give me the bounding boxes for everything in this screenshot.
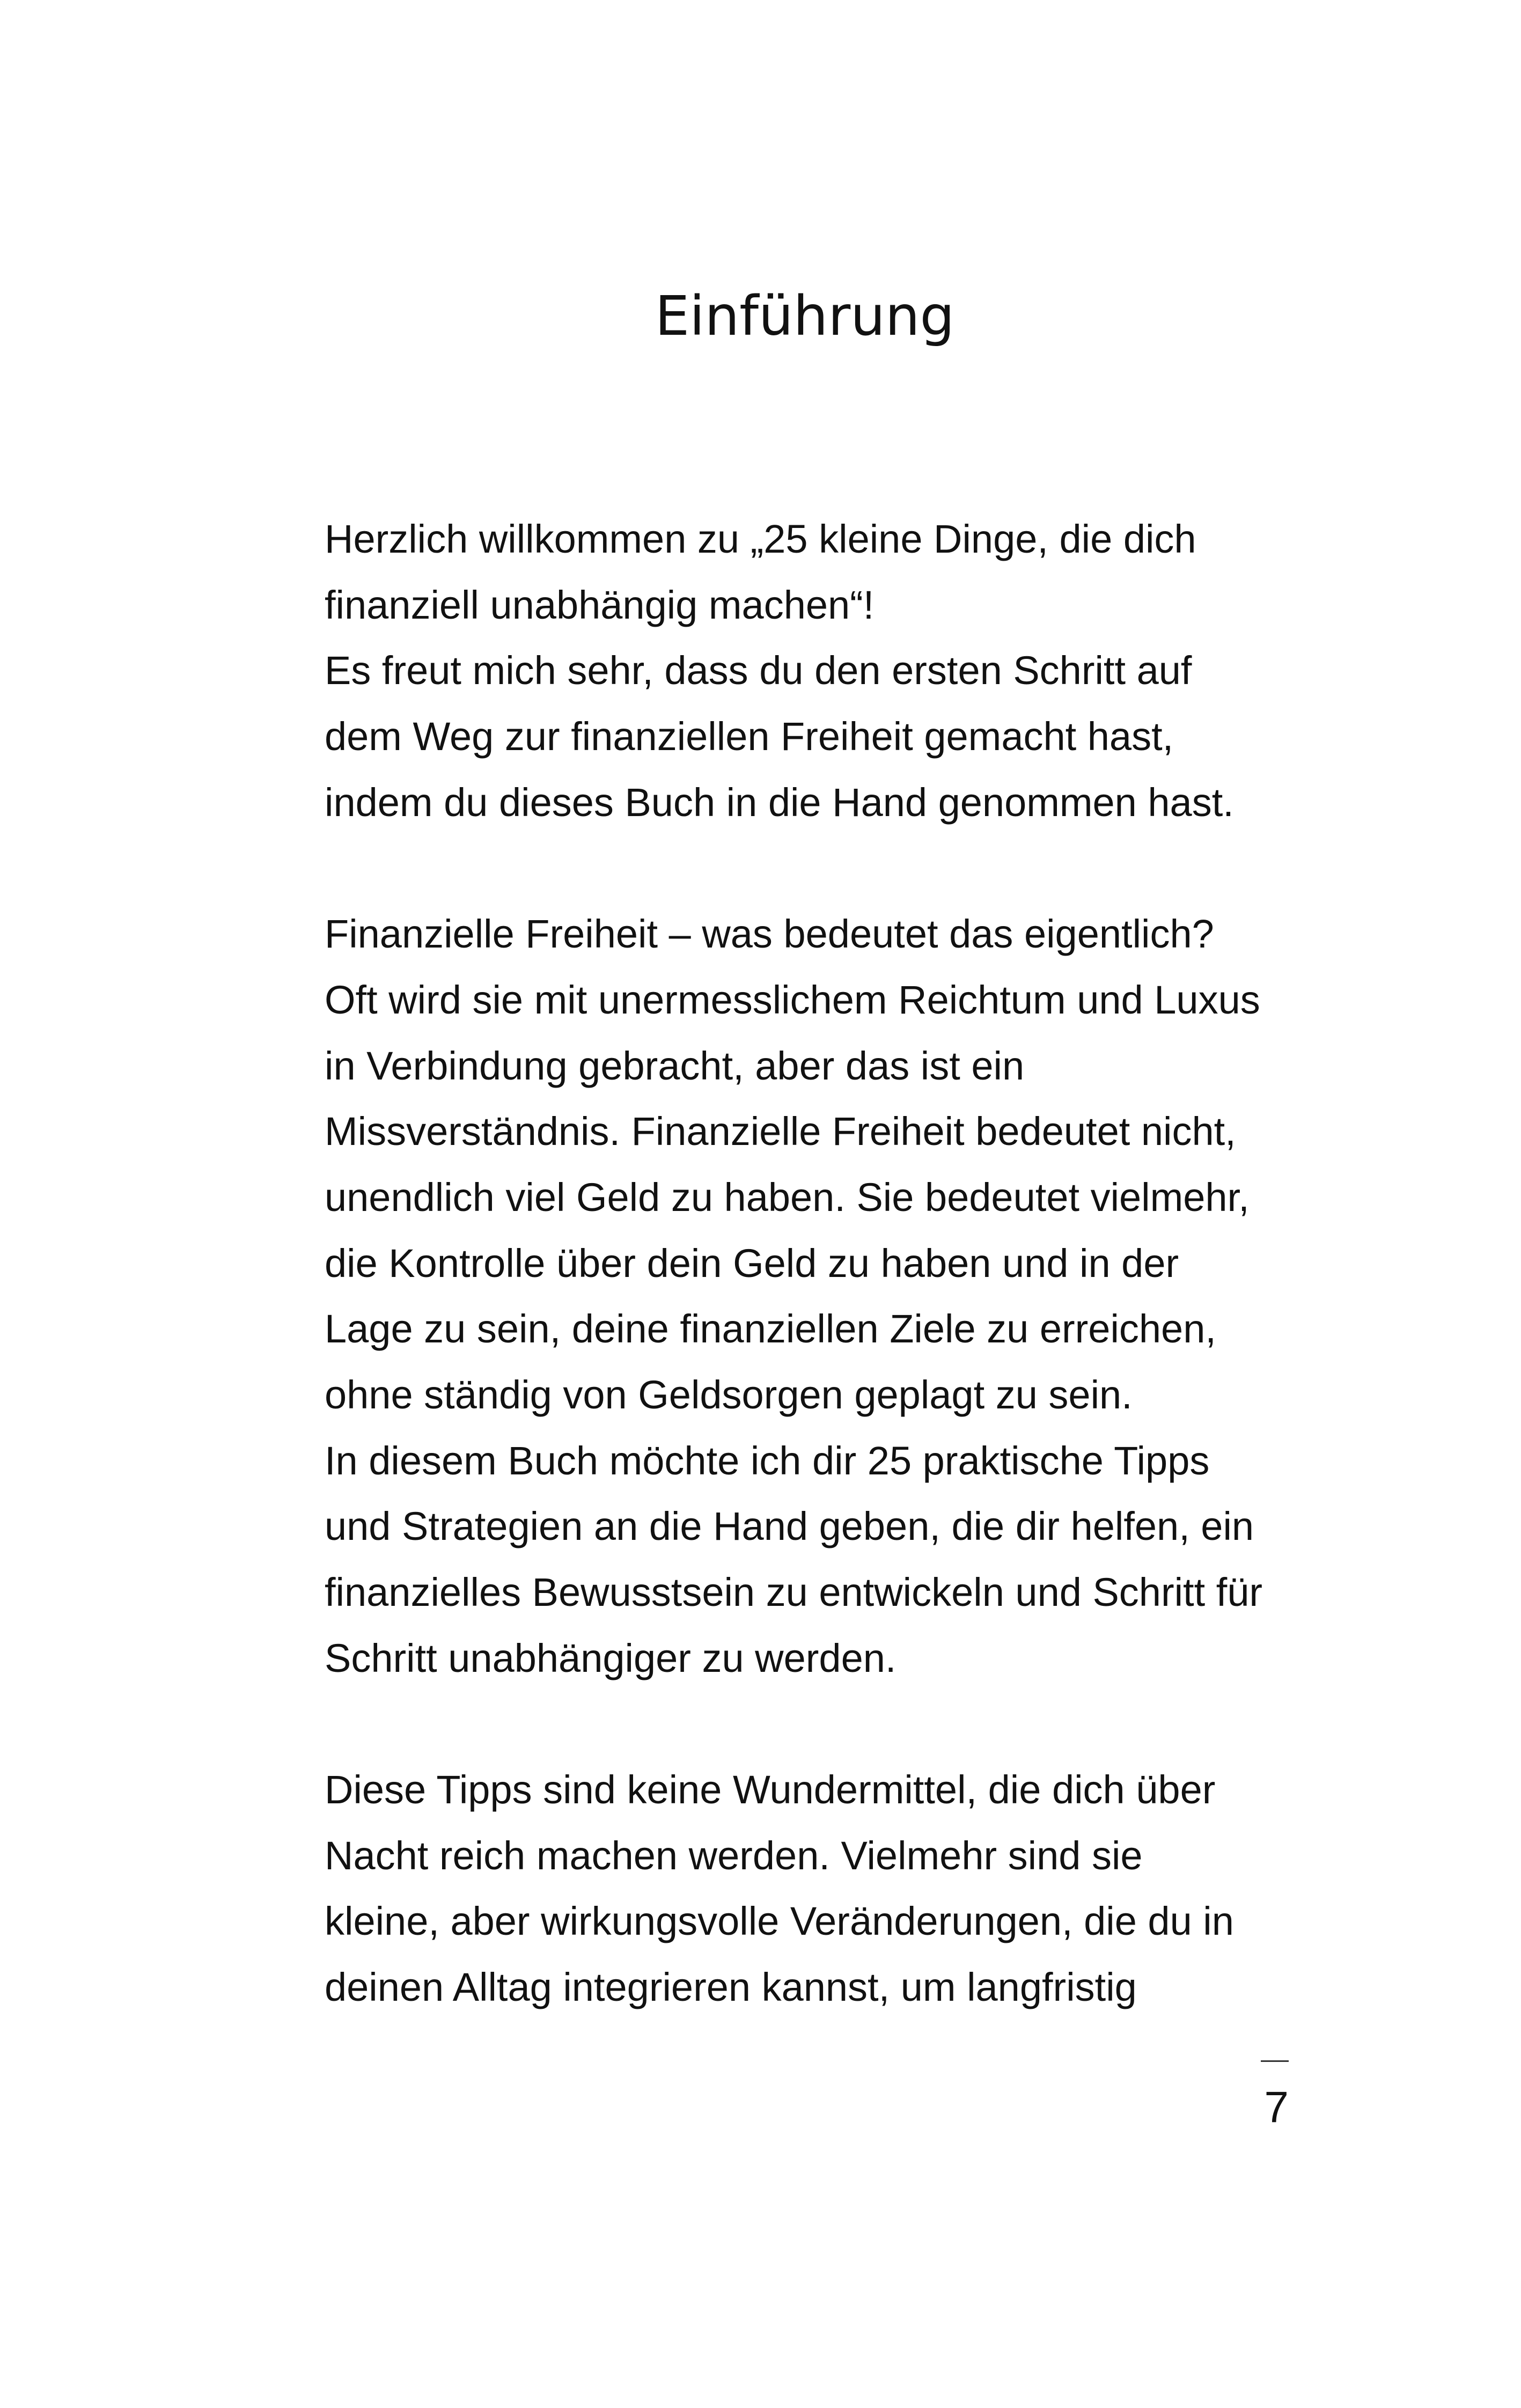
paragraph-gap [325,1691,1344,1757]
footer-rule [1261,2060,1289,2062]
text-line: Es freut mich sehr, dass du den ersten Schritt auf [325,648,1192,693]
text-line: kleine, aber wirkungsvolle Veränderungen, die du in [325,1899,1234,1944]
paragraph [325,901,1344,1691]
text-line: Diese Tipps sind keine Wundermittel, die dich über [325,1767,1216,1812]
text-line: Nacht reich machen werden. Vielmehr sind sie [325,1833,1143,1878]
text-line: indem du dieses Buch in die Hand genommen hast. [325,780,1234,825]
text-line: Oft wird sie mit unermesslichem Reichtum und Luxus [325,977,1260,1022]
text-line: die Kontrolle über dein Geld zu haben und in der [325,1240,1179,1286]
body-text [325,506,1344,2021]
page-title: Einführung [655,284,955,348]
paragraph-gap [325,835,1344,901]
paragraph [325,506,1344,835]
text-line: finanziell unabhängig machen“! [325,582,875,627]
text-line: finanzielles Bewusstsein zu entwickeln und Schritt für [325,1570,1263,1614]
text-line: Finanzielle Freiheit – was bedeutet das eigentlich? [325,912,1214,957]
text-line: Missverständnis. Finanzielle Freiheit bedeutet nicht, [325,1109,1236,1154]
text-line: unendlich viel Geld zu haben. Sie bedeutet vielmehr, [325,1174,1250,1220]
text-line: Lage zu sein, deine finanziellen Ziele zu erreichen, [325,1306,1216,1352]
text-line: in Verbindung gebracht, aber das ist ein [325,1043,1025,1088]
text-line: In diesem Buch möchte ich dir 25 praktische Tipps [325,1438,1210,1483]
paragraph [325,1757,1344,2021]
text-line: ohne ständig von Geldsorgen geplagt zu sein. [325,1372,1133,1417]
page-number: 7 [1264,2083,1289,2132]
text-line: Herzlich willkommen zu „25 kleine Dinge, die dich [325,517,1196,561]
text-line: dem Weg zur finanziellen Freiheit gemacht hast, [325,714,1174,759]
text-line: deinen Alltag integrieren kannst, um langfristig [325,1965,1137,2010]
text-line: und Strategien an die Hand geben, die dir helfen, ein [325,1504,1254,1549]
text-line: Schritt unabhängiger zu werden. [325,1635,897,1680]
